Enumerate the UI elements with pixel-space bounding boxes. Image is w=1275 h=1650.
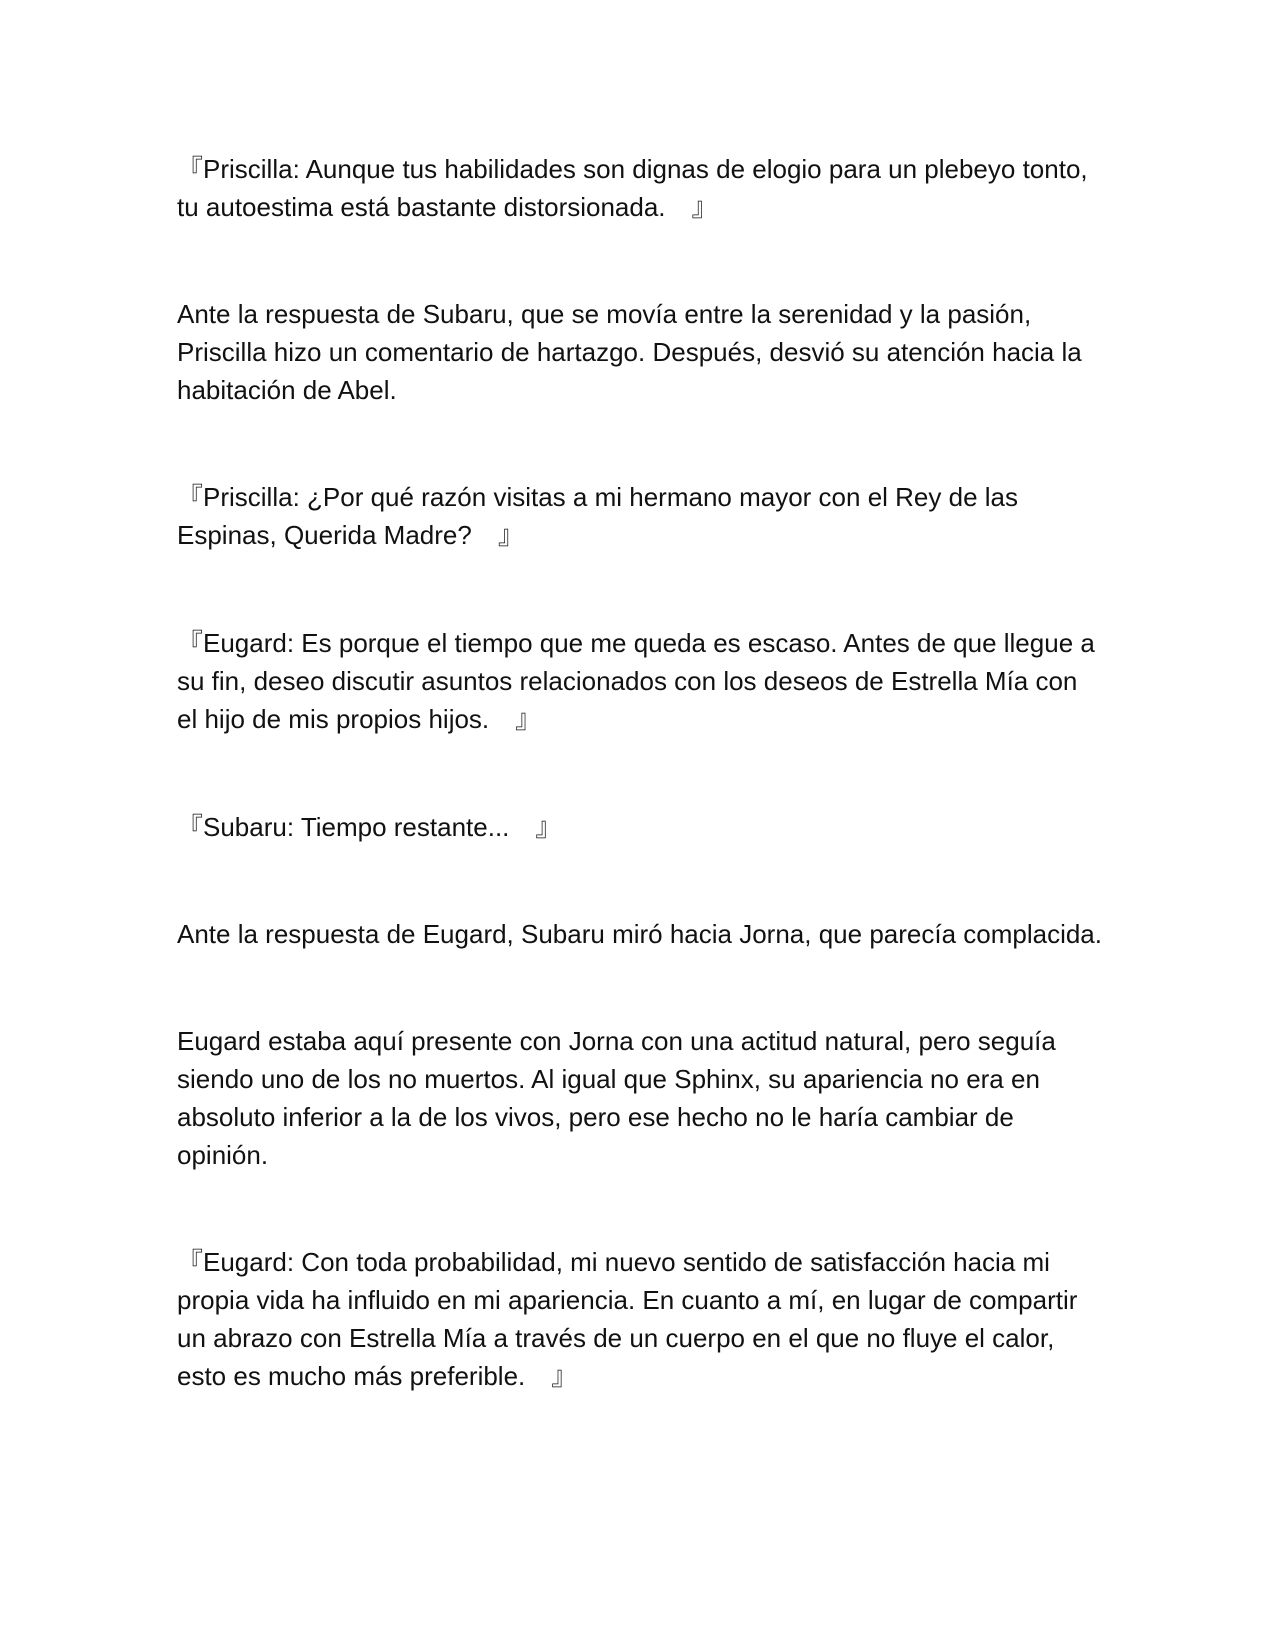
dialogue-paragraph: 『Eugard: Con toda probabilidad, mi nuevo sentido de satisfacción hacia mi propia vida ha influido en mi apariencia. En cuanto a mí, en lugar de compartir un abrazo con Estrella Mía a través de un cuerpo en el que no fluye el calor, esto es mucho más preferible. 』 [177,1247,1078,1391]
document-body [177,150,1102,1395]
narration-paragraph: Ante la respuesta de Subaru, que se movía entre la serenidad y la pasión, Priscilla hizo un comentario de hartazgo. Después, desvió su atención hacia la habitación de Abel. [177,299,1082,405]
dialogue-paragraph: 『Priscilla: ¿Por qué razón visitas a mi hermano mayor con el Rey de las Espinas, Querida Madre? 』 [177,482,1018,550]
dialogue-paragraph: 『Subaru: Tiempo restante... 』 [177,812,562,842]
dialogue-paragraph: 『Priscilla: Aunque tus habilidades son dignas de elogio para un plebeyo tonto, tu autoestima está bastante distorsionada. 』 [177,154,1088,222]
dialogue-paragraph: 『Eugard: Es porque el tiempo que me queda es escaso. Antes de que llegue a su fin, deseo discutir asuntos relacionados con los deseos de Estrella Mía con el hijo de mis propios hijos. 』 [177,628,1095,734]
narration-paragraph: Ante la respuesta de Eugard, Subaru miró hacia Jorna, que parecía complacida. [177,919,1102,949]
narration-paragraph: Eugard estaba aquí presente con Jorna con una actitud natural, pero seguía siendo uno de los no muertos. Al igual que Sphinx, su apariencia no era en absoluto inferior a la de los vivos, pero ese hecho no le haría cambiar de opinión. [177,1026,1056,1170]
